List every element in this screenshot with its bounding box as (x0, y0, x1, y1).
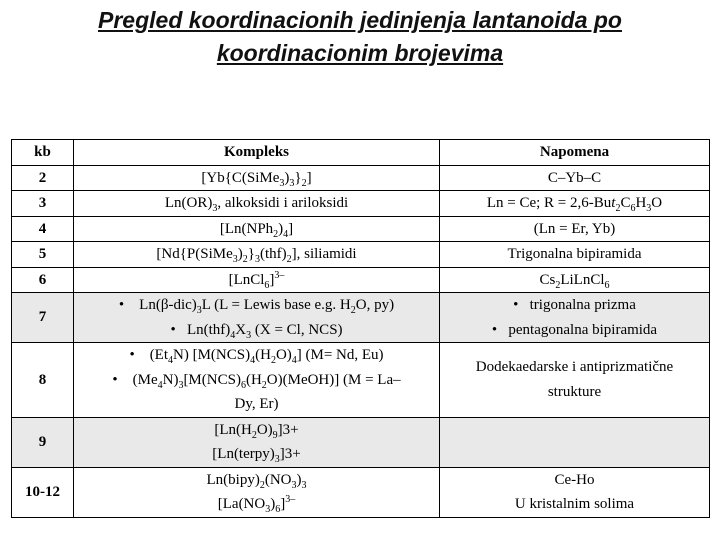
napomena-line: Dodekaedarske i antiprizmatične (475, 359, 674, 376)
kompleks-line: $[Ln(terpy)_3]3+$ (212, 446, 301, 465)
kb-cell: 7 (12, 293, 74, 343)
title-line-1: Pregled koordinacionih jedinjenja lantanoida po (98, 7, 622, 33)
napomena-cell (440, 293, 710, 343)
kompleks-line: • $(Me_4N)_3[M(NCS)_6(H_2O)(MeOH)] (M = La-$ (112, 371, 401, 391)
kb-cell: 4 (12, 216, 74, 242)
kb-cell: 9 (12, 417, 74, 467)
table-row (12, 343, 710, 418)
kompleks-line: $Ln(bipy)_2(NO_3)_3$ (206, 471, 307, 491)
kompleks-line: Dy, Er) (234, 396, 279, 412)
kompleks-line: • $(Et_4N)$ $[M(NCS)_4(H_2O)_4]$ (M= Nd, Eu) (129, 347, 384, 366)
kb-cell: 3 (12, 191, 74, 217)
table-row (12, 216, 710, 242)
napomena-cell (440, 417, 710, 467)
napomena-cell: Trigonalna bipiramida (440, 242, 710, 268)
kb-cell: 10-12 (12, 467, 74, 517)
title-line-2: koordinacionim brojevima (216, 40, 504, 66)
napomena-cell (440, 467, 710, 517)
kompleks-cell: $[Nd\{P(SiMe_3)_2\}_3(thf)_2]$, siliamidi (74, 242, 440, 268)
table-header-row (12, 140, 710, 166)
kb-cell: 6 (12, 267, 74, 293)
napomena-line: • pentagonalna bipiramida (491, 321, 658, 338)
kb-cell: 8 (12, 343, 74, 418)
kompleks-line: • $Ln(\beta-dic)_3L$ (L = Lewis base e.g. $H_2O$, py) (118, 297, 395, 316)
table-row (12, 467, 710, 517)
napomena-cell: Ln = Ce; $R = 2,6-But_2C_6H_3O$ (440, 191, 710, 217)
napomena-line: Ce-Ho (554, 471, 595, 488)
kb-cell: 2 (12, 165, 74, 191)
header-kompleks: Kompleks (74, 140, 440, 166)
napomena-cell: (Ln = Er, Yb) (440, 216, 710, 242)
kompleks-cell: $[Yb\{C(SiMe_3)_3\}_2]$ (74, 165, 440, 191)
kompleks-line: $[La(NO_3)_6]^{3-}$ (217, 494, 296, 515)
kompleks-cell (74, 417, 440, 467)
table-row (12, 267, 710, 293)
kompleks-cell: [LnCl$_6$]$^{3-}$ (74, 267, 440, 293)
napomena-line: U kristalnim solima (514, 496, 635, 512)
table-row (12, 293, 710, 343)
kompleks-cell (74, 293, 440, 343)
kb-cell: 5 (12, 242, 74, 268)
header-napomena: Napomena (440, 140, 710, 166)
kompleks-cell: $[Ln(NPh_2)_4]$ (74, 216, 440, 242)
kompleks-cell: $Ln(OR)_3$, alkoksidi i ariloksidi (74, 191, 440, 217)
napomena-cell: C–Yb–C (440, 165, 710, 191)
table-row (12, 417, 710, 467)
napomena-line: strukture (547, 383, 602, 400)
table-row (12, 191, 710, 217)
coordination-table (11, 139, 710, 518)
napomena-cell: $Cs_2LiLnCl_6$ (440, 267, 710, 293)
kompleks-line: • $Ln(thf)_4X_3$ (X = Cl, NCS) (170, 321, 343, 341)
table-row (12, 242, 710, 268)
header-kb: kb (12, 140, 74, 166)
table-row (12, 165, 710, 191)
napomena-cell (440, 343, 710, 418)
page-title (0, 4, 720, 70)
napomena-line: • trigonalna prizma (513, 297, 636, 313)
kompleks-line: $[Ln(H_2O)_9]3+$ (214, 421, 299, 441)
kompleks-cell (74, 467, 440, 517)
kompleks-cell (74, 343, 440, 418)
